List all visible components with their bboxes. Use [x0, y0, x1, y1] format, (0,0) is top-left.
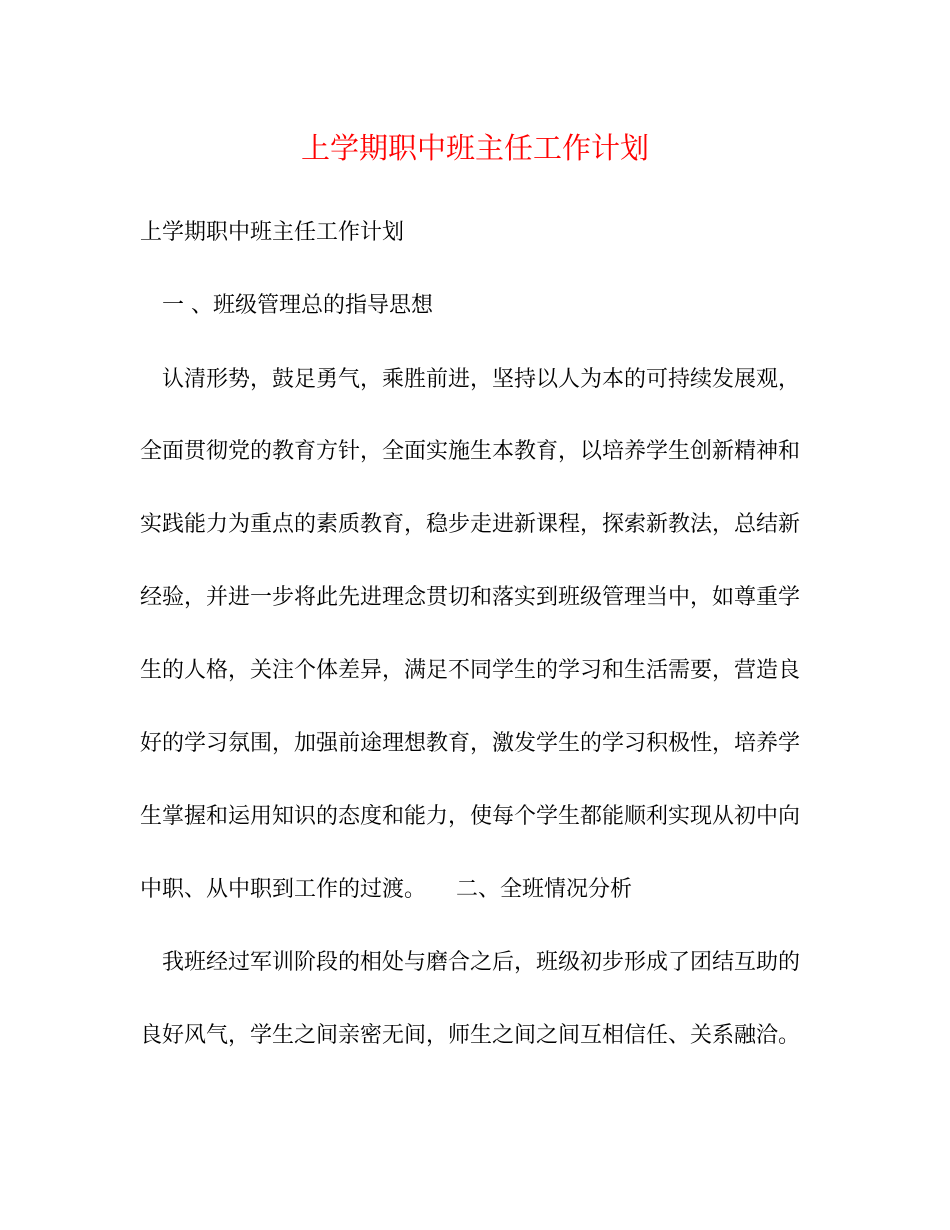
paragraph-line-mixed [140, 875, 632, 905]
paragraph-line: 我班经过军训阶段的相处与磨合之后，班级初步形成了团结互助的 [162, 950, 801, 975]
paragraph-line: 经验，并进一步将此先进理念贯切和落实到班级管理当中，如尊重学 [140, 585, 801, 610]
document-title: 上学期职中班主任工作计划 [300, 131, 649, 165]
paragraph-line: 实践能力为重点的素质教育，稳步走进新课程，探索新教法，总结新 [140, 512, 801, 537]
paragraph-line: 好的学习氛围，加强前途理想教育，激发学生的学习积极性，培养学 [140, 731, 801, 756]
paragraph-line: 生的人格，关注个体差异，满足不同学生的学习和生活需要，营造良 [140, 658, 801, 683]
section-heading-1: 一 、班级管理总的指导思想 [162, 293, 433, 318]
paragraph-line: 全面贯彻党的教育方针，全面实施生本教育，以培养学生创新精神和 [140, 439, 801, 464]
paragraph-line: 良好风气，学生之间亲密无间，师生之间之间互相信任、关系融洽。 [140, 1023, 801, 1048]
paragraph-end-text: 中职、从中职到工作的过渡。 [140, 877, 427, 902]
paragraph-line: 生掌握和运用知识的态度和能力，使每个学生都能顺利实现从初中向 [140, 804, 801, 829]
paragraph-line: 认清形势，鼓足勇气，乘胜前进，坚持以人为本的可持续发展观， [162, 367, 801, 392]
section-heading-2: 二、全班情况分析 [456, 877, 633, 902]
subtitle-line: 上学期职中班主任工作计划 [140, 220, 405, 245]
